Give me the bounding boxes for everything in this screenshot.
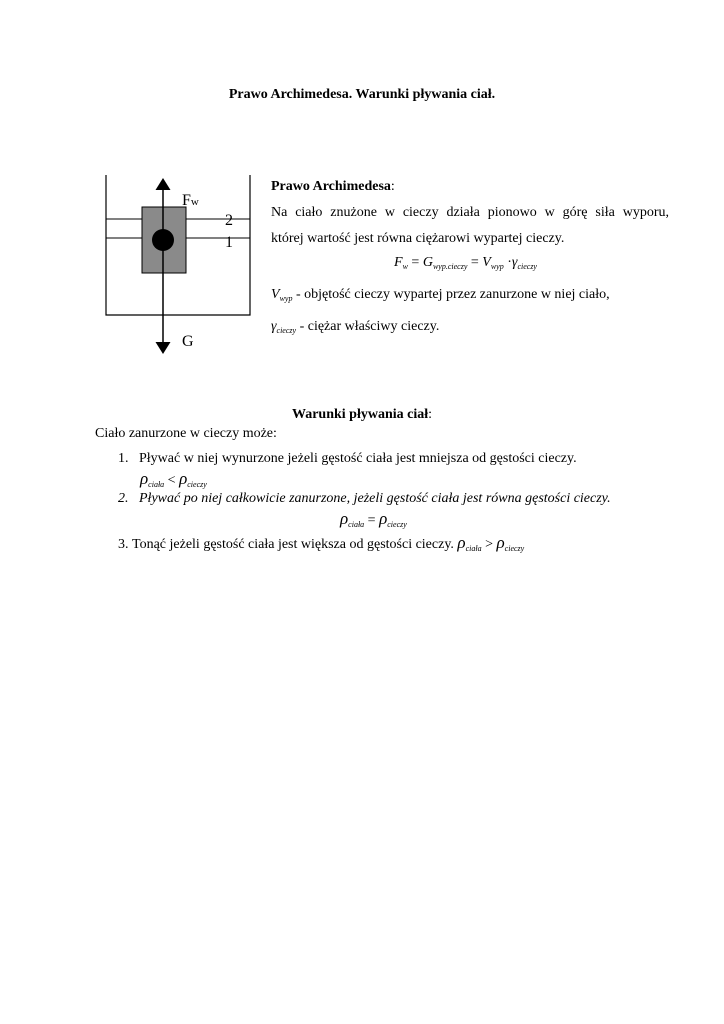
list-item-1: 1. Pływać w niej wynurzone jeżeli gęstość ciała jest mniejsza od gęstości cieczy. xyxy=(118,451,577,466)
level-2-label: 2 xyxy=(225,212,233,229)
formula-item-2: $\rho_{ciała} = \rho_{cieczy}$ xyxy=(340,509,407,529)
list-item-3: 3. Tonąć jeżeli gęstość ciała jest większa od gęstości cieczy. $\rho_{ciała} > \rho_{cieczy}$ xyxy=(118,533,525,553)
list-item-2: 2. Pływać po niej całkowicie zanurzone, jeżeli gęstość ciała jest równa gęstości cieczy. xyxy=(118,491,611,506)
archimedes-text-line1: Na ciało znużone w cieczy działa pionowo w górę siła wyporu, xyxy=(271,205,669,220)
buoyancy-force-label: Fw xyxy=(182,192,199,209)
page-title: Prawo Archimedesa. Warunki pływania ciał. xyxy=(228,87,496,102)
buoyancy-formula: $F_w = G_{wyp.cieczy} = V_{wyp} \cdot\gamma_{cieczy}$ xyxy=(394,255,537,271)
level-1-label: 1 xyxy=(225,234,233,251)
specific-weight-definition: $\gamma_{cieczy}$ - ciężar właściwy cieczy. xyxy=(271,319,440,335)
archimedes-heading: Prawo Archimedesa: xyxy=(271,179,395,194)
floating-intro: Ciało zanurzone w cieczy może: xyxy=(95,426,277,441)
archimedes-text-line2: której wartość jest równa ciężarowi wypartej cieczy. xyxy=(271,231,565,246)
gravity-force-label: G xyxy=(182,333,194,350)
volume-definition: $V_{wyp}$ - objętość cieczy wypartej przez zanurzone w niej ciało, xyxy=(271,287,610,303)
floating-heading: Warunki pływania ciał: xyxy=(291,407,433,422)
archimedes-diagram xyxy=(95,170,255,360)
formula-item-1: $\rho_{ciała} < \rho_{cieczy}$ xyxy=(140,469,207,489)
